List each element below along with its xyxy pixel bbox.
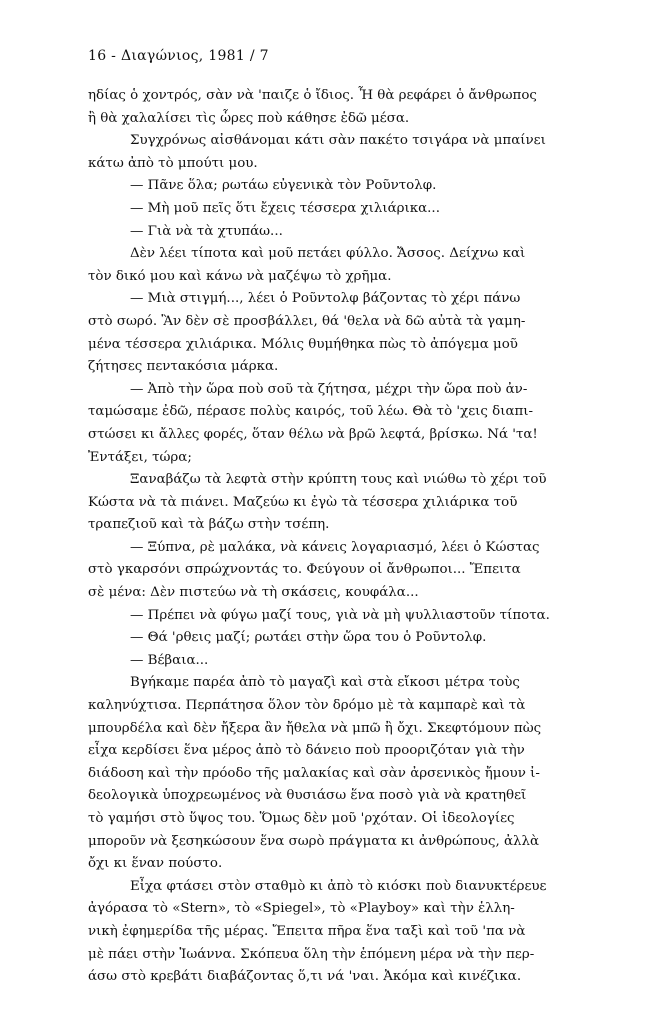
text-line: τὸ γαμήσι στὸ ὕψος του. Ὅμως δὲν μοῦ 'ρχόταν. Οἱ ἰδεολογίες bbox=[88, 811, 515, 826]
text-line: Ξαναβάζω τὰ λεφτὰ στὴν κρύπτη τους καὶ νιώθω τὸ χέρι τοῦ bbox=[130, 472, 547, 488]
text-line: Βγήκαμε παρέα ἀπὸ τὸ μαγαζὶ καὶ στὰ εἴκοσι μέτρα τοὺς bbox=[130, 675, 520, 691]
text-line: Συγχρόνως αἰσθάνομαι κάτι σὰν πακέτο τσιγάρα νὰ μπαίνει bbox=[130, 133, 546, 149]
text-line: Ἐντάξει, τώρα; bbox=[88, 449, 192, 465]
text-line: τραπεζιοῦ καὶ τὰ βάζω στὴν τσέπη. bbox=[88, 517, 330, 533]
text-line: καληνύχτισα. Περπάτησα ὅλον τὸν δρόμο μὲ τὰ καμπαρὲ καὶ τὰ bbox=[88, 698, 526, 714]
text-line: — Ἀπὸ τὴν ὥρα ποὺ σοῦ τὰ ζήτησα, μέχρι τὴν ὥρα ποὺ ἀν- bbox=[130, 381, 528, 397]
text-line: κάτω ἀπὸ τὸ μπούτι μου. bbox=[88, 155, 258, 171]
text-line: δεολογικὰ ὑποχρεωμένος νὰ θυσιάσω ἕνα ποσὸ γιὰ νὰ κρατηθεῖ bbox=[88, 788, 527, 804]
text-line: τὸν δικό μου καὶ κάνω νὰ μαζέψω τὸ χρῆμα. bbox=[88, 268, 392, 284]
text-line: μποροῦν νὰ ξεσηκώσουν ἕνα σωρὸ πράγματα κι ἀνθρώπους, ἀλλὰ bbox=[88, 833, 540, 849]
text-line: — Θά 'ρθεις μαζί; ρωτάει στὴν ὥρα του ὁ Ροῦντολφ. bbox=[130, 630, 487, 646]
text-line: ζήτησες πεντακόσια μάρκα. bbox=[88, 359, 279, 375]
text-line: — Μὴ μοῦ πεῖς ὅτι ἔχεις τέσσερα χιλιάρικα... bbox=[130, 200, 440, 216]
text-line: — Πρέπει νὰ φύγω μαζί τους, γιὰ νὰ μὴ ψυλλιαστοῦν τίποτα. bbox=[130, 607, 550, 623]
text-line: νικὴ ἐφημερίδα τῆς μέρας. Ἔπειτα πῆρα ἕνα ταξὶ καὶ τοῦ 'πα νὰ bbox=[88, 923, 526, 939]
text-line: σὲ μένα: Δὲν πιστεύω νὰ τὴ σκάσεις, κουφάλα... bbox=[88, 585, 419, 601]
text-line: — Πᾶνε ὅλα; ρωτάω εὐγενικὰ τὸν Ροῦντολφ. bbox=[130, 178, 437, 194]
text-line: — Βέβαια... bbox=[130, 652, 209, 668]
text-line: στὸ γκαρσόνι σπρώχνοντάς το. Φεύγουν οἱ ἄνθρωποι... Ἔπειτα bbox=[88, 562, 521, 578]
text-line: στὸ σωρό. Ἂν δὲν σὲ προσβάλλει, θά 'θελα νὰ δῶ αὐτὰ τὰ γαμη- bbox=[88, 313, 526, 329]
text-line: εἶχα κερδίσει ἕνα μέρος ἀπὸ τὸ δάνειο ποὺ προοριζόταν γιὰ τὴν bbox=[88, 743, 525, 759]
text-line: μένα τέσσερα χιλιάρικα. Μόλις θυμήθηκα πὼς τὸ ἀπόγεμα μοῦ bbox=[88, 336, 518, 352]
text-line: μπουρδέλα καὶ δὲν ἤξερα ἂν ἤθελα νὰ μπῶ ἢ ὄχι. Σκεφτόμουν πὼς bbox=[88, 720, 542, 736]
text-line: ταμώσαμε ἐδῶ, πέρασε πολὺς καιρός, τοῦ λέω. Θὰ τὸ 'χεις διαπι- bbox=[88, 404, 534, 420]
text-line: ἢ θὰ χαλαλίσει τὶς ὧρες ποὺ κάθησε ἐδῶ μέσα. bbox=[88, 110, 410, 126]
text-line: άσω στὸ κρεβάτι διαβάζοντας ὅ,τι νά 'ναι. Ἀκόμα καὶ κινέζικα. bbox=[88, 969, 522, 985]
body-text bbox=[88, 85, 633, 989]
text-line: Δὲν λέει τίποτα καὶ μοῦ πετάει φύλλο. Ἄσσος. Δείχνω καὶ bbox=[130, 246, 526, 262]
text-line: ἀγόρασα τὸ «Stern», τὸ «Spiegel», τὸ «Playboy» καὶ τὴν ἑλλη- bbox=[88, 901, 515, 917]
text-line: ὄχι κι ἕναν πούστο. bbox=[88, 856, 223, 872]
text-line: στώσει κι ἄλλες φορές, ὅταν θέλω νὰ βρῶ λεφτά, βρίσκω. Νά 'τα! bbox=[88, 426, 538, 442]
text-line: μὲ πάει στὴν Ἰωάννα. Σκόπευα ὅλη τὴν ἑπόμενη μέρα νὰ τὴν περ- bbox=[88, 946, 535, 962]
text-line: — Μιὰ στιγμή..., λέει ὁ Ροῦντολφ βάζοντας τὸ χέρι πάνω bbox=[130, 291, 521, 307]
text-line: Κώστα νὰ τὰ πιάνει. Μαζεύω κι ἐγὼ τὰ τέσσερα χιλιάρικα τοῦ bbox=[88, 494, 518, 510]
running-head: 16 - Διαγώνιος, 1981 / 7 bbox=[88, 48, 269, 64]
text-line: ηδίας ὁ χοντρός, σὰν νὰ 'παιζε ὁ ἴδιος. Ἦ θὰ ρεφάρει ὁ ἄνθρωπος bbox=[88, 88, 537, 103]
text-line: Εἶχα φτάσει στὸν σταθμὸ κι ἀπὸ τὸ κιόσκι ποὺ διανυκτέρευε bbox=[130, 878, 547, 894]
text-line: — Ξύπνα, ρὲ μαλάκα, νὰ κάνεις λογαριασμό, λέει ὁ Κώστας bbox=[130, 539, 540, 555]
text-line: διάδοση καὶ τὴν πρόοδο τῆς μαλακίας καὶ σὰν ἀρσενικὸς ἤμουν ἰ- bbox=[88, 765, 540, 781]
text-line: — Γιὰ νὰ τὰ χτυπάω... bbox=[130, 223, 283, 239]
